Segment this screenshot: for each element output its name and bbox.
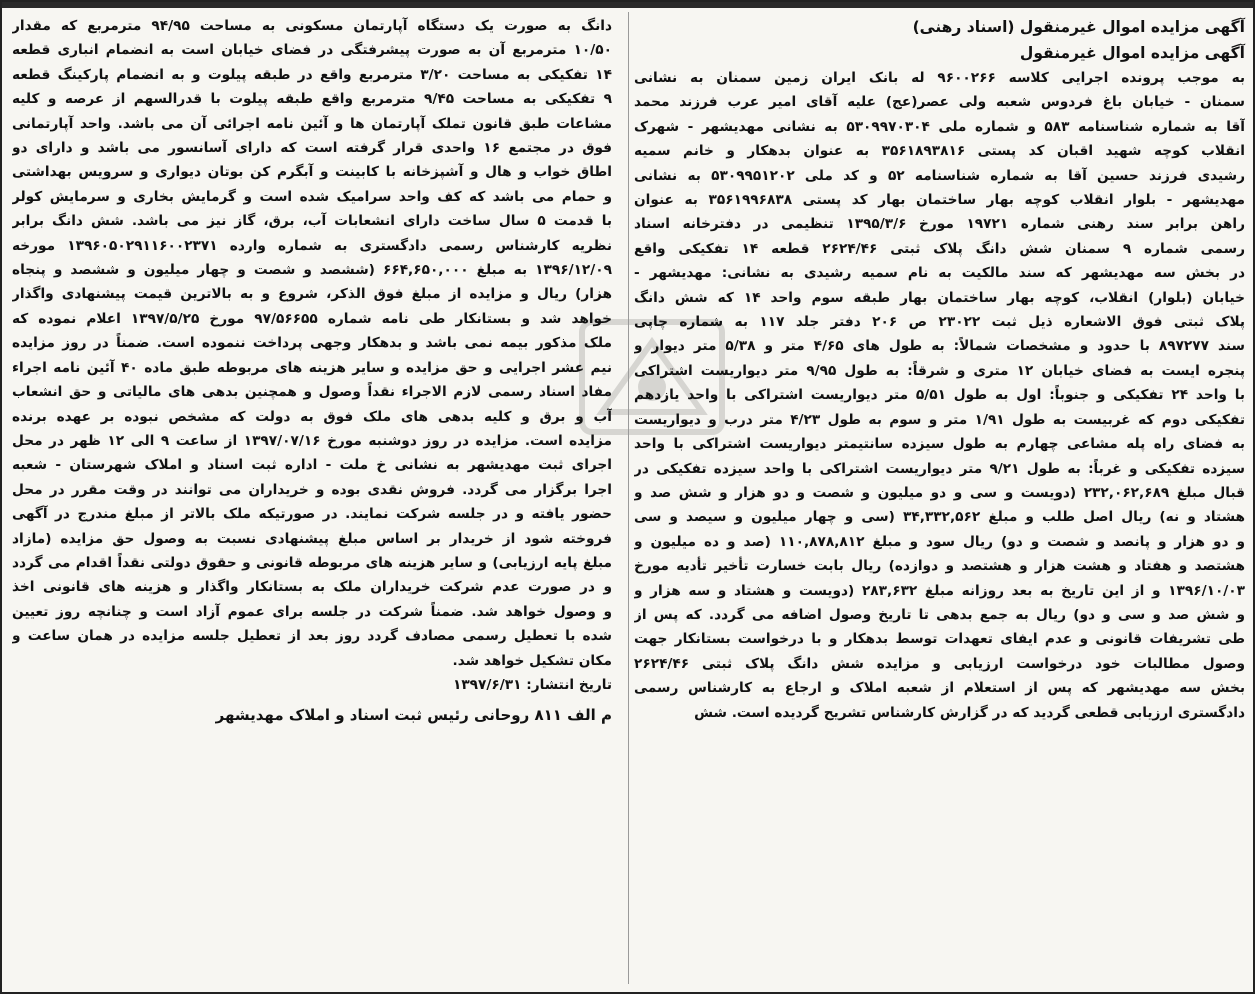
notice-text-line: مفاد اسناد رسمی لازم الاجراء نقداً وصول و همچنین بدهی های مالیاتی و حق انشعاب	[12, 384, 612, 401]
notice-text-line: هشتصد و هفتاد و هشت هزار و هشتصد و دوازده) ریال بابت خسارت تأخیر تأدیه مورخ	[634, 558, 1245, 575]
notice-text-line: با واحد ۲۴ تفکیکی و جنوباً: اول به طول ۵/۵۱ متر دیواریست اشتراکی با واحد یازدهم	[634, 387, 1245, 404]
notice-text-line: به موجب پرونده اجرایی کلاسه ۹۶۰۰۲۶۶ له بانک ایران زمین سمنان به نشانی	[634, 70, 1245, 86]
notice-text-line: مکان تشکیل خواهد شد.	[452, 652, 612, 669]
notice-text-line: سیزده تفکیکی و غرباً: به طول ۹/۲۱ متر دیواریست اشتراکی با واحد سیزده تفکیکی در	[634, 460, 1245, 477]
notice-text-line: دانگ به صورت یک دستگاه آپارتمان مسکونی به مساحت ۹۴/۹۵ مترمربع که مقدار	[12, 18, 612, 34]
notice-text-line: اجرای ثبت مهدیشهر به نشانی خ ملت - اداره ثبت اسناد و املاک شهرستان - شعبه	[12, 457, 612, 474]
notice-right-column	[630, 14, 1245, 986]
notice-text-line: آب و برق و کلیه بدهی های ملک فوق به دولت که مشخص نبوده بر عهده برنده	[12, 408, 612, 425]
notice-text-line: دادگستری ارزیابی قطعی گردید که در گزارش کارشناس تشریح گردیده است. شش	[694, 704, 1245, 721]
notice-text-line: بخش سه مهدیشهر که پس از استعلام از شعبه املاک و ارجاع به کارشناس رسمی	[634, 680, 1245, 697]
notice-text-line: آقا به شماره شناسنامه ۵۸۳ و شماره ملی ۵۳۰۹۹۷۰۳۰۴ به نشانی مهدیشهر - شهرک	[634, 118, 1245, 135]
notice-text-line: با قدمت ۵ سال ساخت دارای انشعابات آب، برق، گاز نیز می باشد. شش دانگ برابر	[12, 213, 612, 230]
notice-text-line: و حمام می باشد که کف واحد سرامیک شده است و گرمایش بخاری و سرمایش کولر	[12, 188, 612, 205]
notice-text-line: نظریه کارشناس رسمی دادگستری به شماره وارده ۱۳۹۶۰۵۰۲۹۱۱۶۰۰۲۳۷۱ مورخه	[12, 237, 612, 254]
notice-text-line: رسمی شماره ۹ سمنان شش دانگ پلاک ثبتی ۲۶۲۴/۴۶ قطعه ۱۴ تفکیکی واقع	[634, 240, 1245, 257]
notice-text-line: به فضای راه پله مشاعی چهارم به طول سیزده سانتیمتر دیواریست اشتراکی با واحد	[634, 436, 1245, 453]
notice-text-line: شده با تعطیل رسمی مصادف گردد روز بعد از تعطیل جلسه مزایده در همان ساعت و	[12, 628, 612, 645]
notice-text-line: ۱۳۹۶/۱۰/۰۳ و از این تاریخ به بعد روزانه مبلغ ۲۸۳,۶۳۲ (دویست و هشتاد و سه هزار و	[634, 582, 1245, 599]
notice-text-line: هزار) ریال و مزایده از مبلغ فوق الذکر، شروع و به بالاترین قیمت پیشنهادی واگذار	[12, 286, 612, 303]
notice-text-line: ملک مذکور بیمه نمی باشد و بدهکار وجهی پرداخت ننموده است. ضمناً در روز مزایده	[12, 335, 612, 352]
notice-title-2: آگهی مزایده اموال غیرمنقول	[1019, 44, 1245, 62]
notice-text-line: پنجره ایست به فضای خیابان ۱۲ متری و شرقاً: به طول ۹/۹۵ متر دیواریست اشتراکی	[634, 362, 1245, 379]
notice-text-line: سند ۸۹۷۲۷۷ با حدود و مشخصات شمالاً: به طول های ۴/۶۵ متر و ۵/۳۸ متر دیوار و	[634, 338, 1245, 355]
notice-text-line: راهن برابر سند رهنی شماره ۱۹۷۲۱ مورخ ۱۳۹۵/۳/۶ تنظیمی در دفترخانه اسناد	[634, 216, 1245, 233]
notice-right-body	[634, 66, 1245, 725]
top-border-strip	[2, 2, 1253, 8]
notice-text-line: سمنان - خیابان باغ فردوس شعبه ولی عصر(عج) علیه آقای امیر عرب فرزند محمد	[634, 94, 1245, 111]
notice-text-line: مشاعات طبق قانون تملک آپارتمان ها و آئین نامه اجرائی آن می باشد. واحد آپارتمانی	[12, 115, 612, 132]
notice-title-1: آگهی مزایده اموال غیرمنقول (اسناد رهنی)	[912, 18, 1245, 36]
notice-text-line: خیابان (بلوار) انقلاب، کوچه بهار ساختمان بهار طبقه سوم واحد ۱۴ که شش دانگ	[634, 289, 1245, 306]
notice-text-line: و وصول خواهد شد. ضمناً شرکت در جلسه برای عموم آزاد است و چنانچه روز تعیین	[12, 603, 612, 620]
notice-text-line: خواهد شد و بستانکار طی نامه شماره ۹۷/۵۶۶۵۵ مورخ ۱۳۹۷/۵/۲۵ اعلام نموده که	[12, 310, 612, 327]
notice-text-line: پلاک ثبتی فوق الاشعاره ذیل ثبت ۲۳۰۲۲ ص ۲۰۶ دفتر جلد ۱۱۷ به شماره چاپی	[634, 314, 1245, 331]
notice-text-line: طی تشریفات قانونی و عدم ایفای تعهدات توسط بدهکار و با درخواست بستانکار جهت	[634, 631, 1245, 648]
notice-text-line: انقلاب کوچه شهید اقبان کد پستی ۳۵۶۱۸۹۳۸۱۶ به عنوان بدهکار و خانم سمیه	[634, 143, 1245, 160]
notice-text-line: مهدیشهر - بلوار انقلاب کوچه بهار ساختمان بهار کد پستی ۳۵۶۱۹۹۶۸۳۸ به عنوان	[634, 192, 1245, 209]
notice-text-line: هشتاد و نه) ریال اصل طلب و مبلغ ۳۴,۳۳۲,۵۶۲ (سی و چهار میلیون و سیصد و سی	[634, 509, 1245, 526]
notice-text-line: ۱۳۹۶/۱۲/۰۹ به مبلغ ۶۶۴,۶۵۰,۰۰۰ (ششصد و شصت و چهار میلیون و ششصد و پنجاه	[12, 262, 612, 279]
notice-text-line: و در صورت عدم شرکت خریداران ملک به بستانکار واگذار و هزینه های قانونی اخذ	[12, 579, 612, 596]
notice-text-line: وصول مطالبات خود درخواست ارزیابی و مزایده شش دانگ پلاک ثبتی ۲۶۲۴/۴۶	[634, 655, 1245, 672]
signature-line: م الف ۸۱۱ روحانی رئیس ثبت اسناد و املاک مهدیشهر	[215, 706, 612, 725]
notice-text-line: اطاق خواب و هال و آشپزخانه با کابینت و آبگرم کن بوتان دیواری و سرویس بهداشتی	[12, 164, 612, 181]
notice-text-line: ۹ تفکیکی به مساحت ۹/۴۵ مترمربع واقع طبقه پیلوت با قدرالسهم از عرصه و کلیه	[12, 91, 612, 108]
notice-text-line: فوق در مجتمع ۱۶ واحدی قرار گرفته است که دارای آسانسور می باشد و دارای دو	[12, 140, 612, 157]
publish-date: تاریخ انتشار: ۱۳۹۷/۶/۳۱	[452, 676, 612, 693]
notice-text-line: در بخش سه مهدیشهر که سند مالکیت به نام سمیه رشیدی به نشانی: مهدیشهر -	[634, 265, 1245, 282]
notice-text-line: و دو هزار و پانصد و شصت و دو) ریال سود و مبلغ ۱۱۰,۸۷۸,۸۱۲ (صد و ده میلیون و	[634, 533, 1245, 550]
notice-text-line: و شش صد و سی و دو) ریال به جمع بدهی تا تاریخ وصول اضافه می گردد. که پس از	[634, 606, 1245, 623]
notice-text-line: ۱۰/۵۰ مترمربع آن به صورت پیشرفتگی در فضای خیابان است به انضمام انباری قطعه	[12, 42, 612, 59]
notice-text-line: رشیدی فرزند حسین آقا به شماره شناسنامه ۵۲ و کد ملی ۵۳۰۹۹۵۱۲۰۲ به نشانی	[634, 167, 1245, 184]
notice-text-line: مبلغ پایه ارزیابی) و سایر هزینه های مربوطه قانونی و حقوق دولتی نقداً اقدام می گردد	[12, 554, 612, 571]
notice-left-column	[12, 14, 616, 986]
notice-text-line: نیم عشر اجرایی و حق مزایده و سایر هزینه های مربوطه طبق ماده ۴۰ آئین نامه اجراء	[12, 359, 612, 376]
notice-text-line: اجرا برگزار می گردد. فروش نقدی بوده و خریداران می توانند در وقت مقرر در محل	[12, 481, 612, 498]
notice-text-line: تفکیکی دوم که غربیست به طول ۱/۹۱ متر و سوم به طول ۴/۲۳ متر درب و دیواریست	[634, 411, 1245, 428]
column-divider	[628, 12, 629, 984]
notice-text-line: قبال مبلغ ۲۳۲,۰۶۲,۶۸۹ (دویست و سی و دو میلیون و شصت و دو هزار و شش صد و	[634, 484, 1245, 501]
notice-text-line: فروخته شود از خریدار بر اساس مبلغ پیشنهادی نسبت به وصول حق مزایده (مازاد	[12, 530, 612, 547]
notice-text-line: ۱۴ تفکیکی به مساحت ۳/۲۰ مترمربع واقع در طبقه پیلوت و به انضمام پارکینگ قطعه	[12, 66, 612, 83]
notice-text-line: مزایده است. مزایده در روز دوشنبه مورخ ۱۳۹۷/۰۷/۱۶ از ساعت ۹ الی ۱۲ ظهر در محل	[12, 432, 612, 449]
notice-left-body	[12, 14, 612, 673]
notice-text-line: حضور یافته و در جلسه شرکت نمایند. در صورتیکه ملک بالاتر از مبلغ مندرج در آگهی	[12, 506, 612, 523]
